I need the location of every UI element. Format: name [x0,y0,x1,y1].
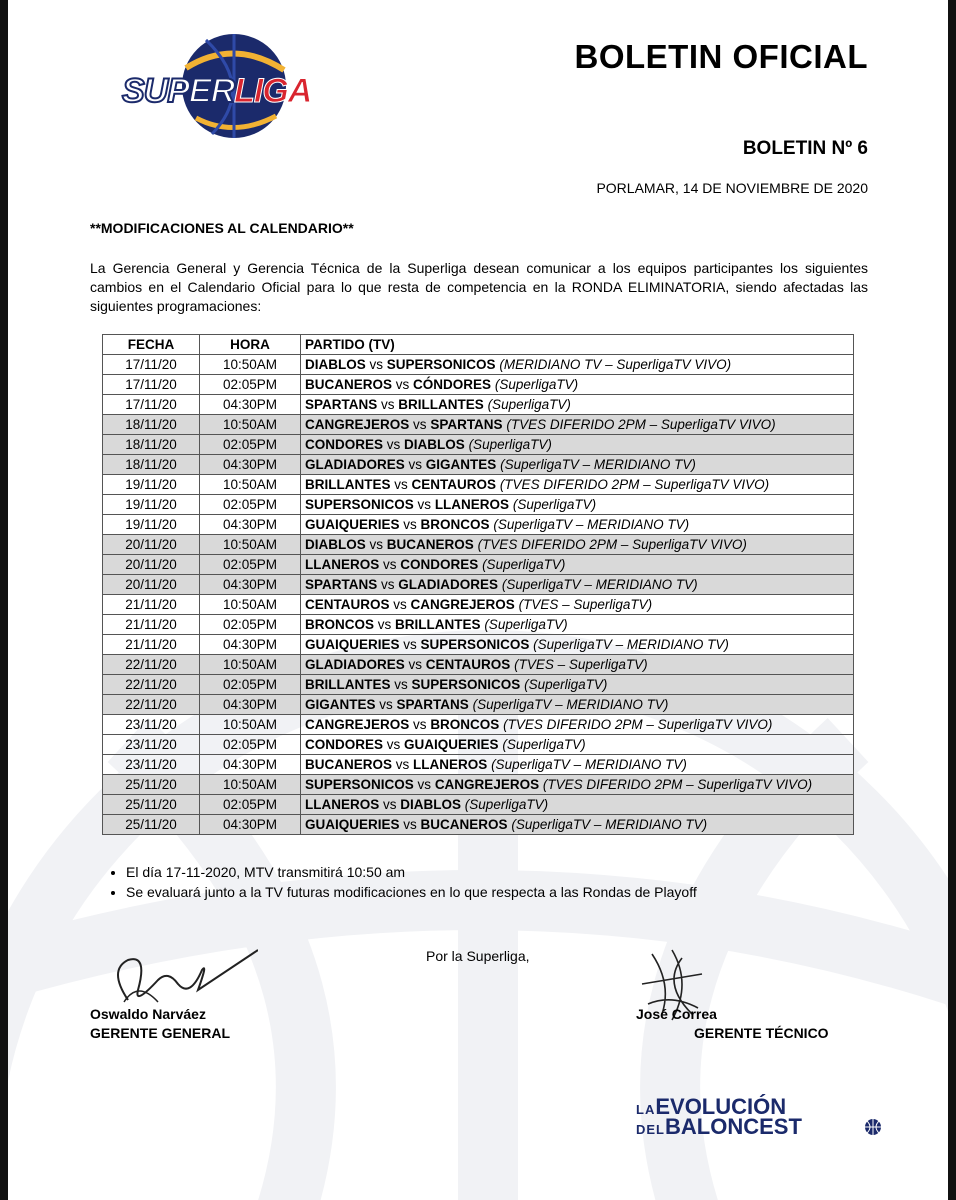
table-row [103,375,854,395]
vs-label: vs [413,417,427,432]
tv-channels: (TVES DIFERIDO 2PM – SuperligaTV VIVO) [499,477,770,492]
table-row [103,755,854,775]
cell-hora: 02:05PM [200,735,301,755]
cell-hora: 02:05PM [200,375,301,395]
team-home: BRILLANTES [305,677,391,692]
table-row [103,475,854,495]
team-away: CANGREJEROS [410,597,515,612]
cell-fecha: 23/11/20 [103,715,200,735]
superliga-logo [116,28,312,148]
team-home: GUAIQUERIES [305,637,400,652]
cell-hora: 04:30PM [200,815,301,835]
tv-channels: (SuperligaTV) [484,617,568,632]
team-home: GUAIQUERIES [305,817,400,832]
place-date: PORLAMAR, 14 DE NOVIEMBRE DE 2020 [596,180,868,196]
cell-hora: 04:30PM [200,755,301,775]
tv-channels: (SuperligaTV – MERIDIANO TV) [500,457,696,472]
bulletin-number: BOLETIN Nº 6 [742,138,868,159]
cell-partido [301,415,854,435]
team-away: BUCANEROS [386,537,474,552]
table-row [103,435,854,455]
team-away: SPARTANS [430,417,503,432]
bulletin-title: BOLETIN OFICIAL [574,38,868,75]
cell-partido [301,495,854,515]
cell-hora: 02:05PM [200,495,301,515]
cell-partido [301,655,854,675]
vs-label: vs [386,737,401,752]
team-away: GLADIADORES [398,577,499,592]
team-home: GUAIQUERIES [305,517,400,532]
cell-fecha: 18/11/20 [103,415,200,435]
team-home: CONDORES [305,437,384,452]
team-away: CENTAUROS [411,477,497,492]
tv-channels: (SuperligaTV) [512,497,597,512]
cell-fecha: 21/11/20 [103,595,200,615]
table-row [103,515,854,535]
cell-partido [301,375,854,395]
signatory1-name: Oswaldo Narváez [90,1006,206,1022]
notes-list [102,862,697,902]
cell-partido [301,535,854,555]
cell-partido [301,775,854,795]
cell-fecha: 25/11/20 [103,795,200,815]
team-away: SUPERSONICOS [420,637,530,652]
table-row [103,355,854,375]
vs-label: vs [395,757,410,772]
slogan-del: DEL [636,1122,665,1137]
cell-fecha: 25/11/20 [103,815,200,835]
vs-label: vs [381,397,395,412]
table-row [103,595,854,615]
cell-partido [301,815,854,835]
cell-partido [301,575,854,595]
cell-partido [301,755,854,775]
team-home: GIGANTES [305,697,376,712]
cell-hora: 10:50AM [200,655,301,675]
tv-channels: (TVES – SuperligaTV) [514,657,648,672]
team-away: CÓNDORES [413,377,492,392]
vs-label: vs [403,637,417,652]
header-partido: PARTIDO (TV) [301,335,854,355]
signatory1-role: GERENTE GENERAL [90,1025,231,1041]
team-home: LLANEROS [305,797,380,812]
header-fecha: FECHA [103,335,200,355]
cell-hora: 04:30PM [200,575,301,595]
cell-fecha: 22/11/20 [103,655,200,675]
cell-hora: 10:50AM [200,595,301,615]
section-heading: **MODIFICACIONES AL CALENDARIO** [90,220,354,236]
team-away: BRONCOS [430,717,500,732]
cell-fecha: 19/11/20 [103,515,200,535]
table-row [103,735,854,755]
vs-label: vs [417,497,432,512]
cell-fecha: 19/11/20 [103,475,200,495]
tv-channels: (TVES DIFERIDO 2PM – SuperligaTV VIVO) [503,717,773,732]
cell-partido [301,795,854,815]
vs-label: vs [393,597,407,612]
cell-fecha: 20/11/20 [103,575,200,595]
cell-hora: 10:50AM [200,475,301,495]
team-away: LLANEROS [434,497,510,512]
cell-partido [301,695,854,715]
cell-hora: 10:50AM [200,715,301,735]
team-home: CANGREJEROS [305,717,410,732]
cell-hora: 10:50AM [200,355,301,375]
vs-label: vs [383,797,397,812]
cell-fecha: 17/11/20 [103,375,200,395]
cell-partido [301,555,854,575]
team-away: GIGANTES [425,457,497,472]
cell-hora: 04:30PM [200,455,301,475]
tv-channels: (SuperligaTV) [468,437,552,452]
team-away: BUCANEROS [420,817,508,832]
cell-partido [301,595,854,615]
vs-label: vs [395,377,410,392]
tv-channels: (SuperligaTV) [464,797,549,812]
cell-partido [301,435,854,455]
cell-partido [301,355,854,375]
table-row [103,535,854,555]
cell-fecha: 19/11/20 [103,495,200,515]
team-home: CANGREJEROS [305,417,410,432]
team-away: DIABLOS [400,797,462,812]
tv-channels: (SuperligaTV) [502,737,586,752]
table-row [103,675,854,695]
note-item: • Se evaluará junto a la TV futuras modificaciones en lo que respecta a las Rondas de Playoff [126,882,697,902]
tv-channels: (MERIDIANO TV – SuperligaTV VIVO) [499,357,732,372]
logo-text-liga: LIGA [234,72,312,110]
team-home: GLADIADORES [305,457,405,472]
cell-partido [301,395,854,415]
cell-hora: 10:50AM [200,535,301,555]
cell-fecha: 22/11/20 [103,695,200,715]
cell-fecha: 18/11/20 [103,455,200,475]
cell-partido [301,735,854,755]
cell-hora: 02:05PM [200,615,301,635]
cell-partido [301,615,854,635]
team-home: SPARTANS [305,397,378,412]
vs-label: vs [408,657,423,672]
team-home: BUCANEROS [305,377,393,392]
tv-channels: (SuperligaTV – MERIDIANO TV) [501,577,698,592]
team-away: LLANEROS [413,757,488,772]
vs-label: vs [403,517,417,532]
table-row [103,795,854,815]
tv-channels: (SuperligaTV – MERIDIANO TV) [511,817,708,832]
cell-fecha: 23/11/20 [103,735,200,755]
tv-channels: (SuperligaTV – MERIDIANO TV) [472,697,669,712]
cell-partido [301,515,854,535]
table-row [103,415,854,435]
team-home: CONDORES [305,737,384,752]
cell-hora: 10:50AM [200,415,301,435]
cell-fecha: 21/11/20 [103,615,200,635]
vs-label: vs [386,437,401,452]
schedule-table [102,334,854,835]
team-home: DIABLOS [305,537,366,552]
note-item: • El día 17-11-2020, MTV transmitirá 10:50 am [126,862,697,882]
cell-partido [301,675,854,695]
vs-label: vs [394,477,408,492]
team-away: CONDORES [400,557,479,572]
vs-label: vs [377,617,392,632]
table-row [103,395,854,415]
team-away: DIABLOS [404,437,465,452]
bulletin-page [8,0,948,1200]
vs-label: vs [413,717,427,732]
schedule-rows [103,355,854,835]
vs-label: vs [417,777,432,792]
cell-hora: 02:05PM [200,435,301,455]
table-row [103,815,854,835]
cell-hora: 04:30PM [200,515,301,535]
cell-fecha: 23/11/20 [103,755,200,775]
slogan-evolucion: EVOLUCIÓN [655,1094,787,1119]
team-home: LLANEROS [305,557,380,572]
table-row [103,555,854,575]
cell-hora: 04:30PM [200,635,301,655]
team-home: BUCANEROS [305,757,393,772]
vs-label: vs [379,697,393,712]
intro-paragraph: La Gerencia General y Gerencia Técnica de la Superliga desean comunicar a los equipos participantes los siguientes cambios en el Calendario Oficial para lo que resta de competencia en la RONDA ELIMINATORIA, siendo afectadas las siguientes programaciones: [90,260,868,314]
tv-channels: (SuperligaTV) [482,557,566,572]
vs-label: vs [381,577,395,592]
team-home: SPARTANS [305,577,378,592]
vs-label: vs [383,557,397,572]
signatory2-name: José Correa [636,1006,717,1022]
tv-channels: (TVES – SuperligaTV) [518,597,653,612]
team-away: BRILLANTES [398,397,484,412]
team-home: BRONCOS [305,617,375,632]
slogan-baloncesto: BALONCEST [665,1114,802,1139]
tv-channels: (TVES DIFERIDO 2PM – SuperligaTV VIVO) [542,777,813,792]
tv-channels: (TVES DIFERIDO 2PM – SuperligaTV VIVO) [477,537,747,552]
cell-hora: 04:30PM [200,395,301,415]
table-row [103,635,854,655]
cell-hora: 04:30PM [200,695,301,715]
cell-hora: 02:05PM [200,795,301,815]
table-row [103,455,854,475]
team-away: BRONCOS [420,517,490,532]
signatory2-role: GERENTE TÉCNICO [694,1025,829,1041]
tv-channels: (SuperligaTV) [494,377,579,392]
cell-hora: 10:50AM [200,775,301,795]
tv-channels: (SuperligaTV – MERIDIANO TV) [533,637,729,652]
cell-fecha: 20/11/20 [103,555,200,575]
cell-fecha: 25/11/20 [103,775,200,795]
logo-text-super: SUPER [122,72,235,110]
basketball-icon [864,1118,882,1136]
vs-label: vs [403,817,417,832]
vs-label: vs [369,357,384,372]
table-row [103,615,854,635]
team-away: GUAIQUERIES [404,737,499,752]
table-row [103,715,854,735]
header-hora: HORA [200,335,301,355]
cell-fecha: 17/11/20 [103,355,200,375]
cell-partido [301,455,854,475]
cell-fecha: 17/11/20 [103,395,200,415]
vs-label: vs [408,457,423,472]
slogan [636,1092,896,1138]
cell-fecha: 21/11/20 [103,635,200,655]
team-away: SPARTANS [396,697,469,712]
team-home: BRILLANTES [305,477,391,492]
cell-hora: 02:05PM [200,675,301,695]
signoff-text: Por la Superliga, [426,948,530,964]
cell-partido [301,715,854,735]
table-row [103,495,854,515]
team-away: SUPERSONICOS [386,357,496,372]
table-header-row [103,335,854,355]
tv-channels: (SuperligaTV) [487,397,571,412]
vs-label: vs [394,677,408,692]
slogan-la: LA [636,1102,656,1117]
tv-channels: (SuperligaTV) [524,677,608,692]
cell-hora: 02:05PM [200,555,301,575]
team-home: SUPERSONICOS [305,497,414,512]
tv-channels: (SuperligaTV – MERIDIANO TV) [491,757,687,772]
cell-fecha: 20/11/20 [103,535,200,555]
team-home: SUPERSONICOS [305,777,414,792]
cell-partido [301,635,854,655]
cell-partido [301,475,854,495]
table-row [103,775,854,795]
vs-label: vs [369,537,384,552]
team-away: SUPERSONICOS [411,677,521,692]
tv-channels: (SuperligaTV – MERIDIANO TV) [493,517,690,532]
table-row [103,575,854,595]
team-away: BRILLANTES [395,617,481,632]
team-home: CENTAUROS [305,597,390,612]
team-away: CANGREJEROS [434,777,540,792]
team-home: DIABLOS [305,357,366,372]
team-away: CENTAUROS [425,657,511,672]
tv-channels: (TVES DIFERIDO 2PM – SuperligaTV VIVO) [506,417,776,432]
table-row [103,655,854,675]
cell-fecha: 18/11/20 [103,435,200,455]
table-row [103,695,854,715]
cell-fecha: 22/11/20 [103,675,200,695]
team-home: GLADIADORES [305,657,405,672]
